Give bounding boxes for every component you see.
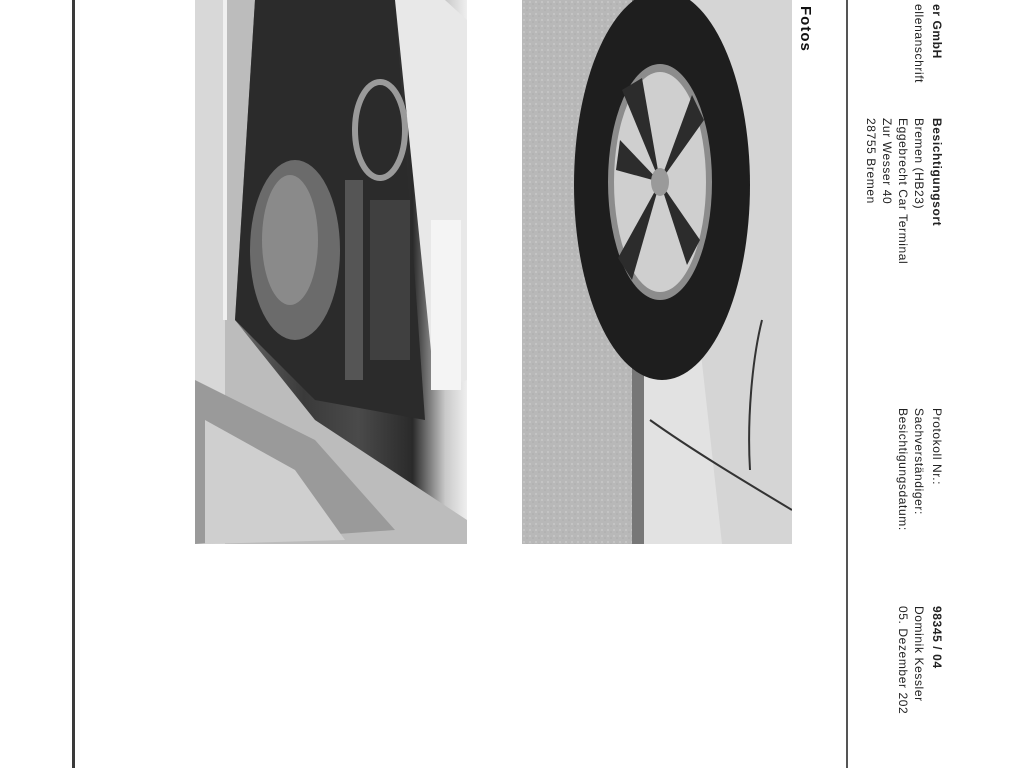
expert-name: Dominik Kessler: [912, 606, 926, 702]
site-line-3: Zur Wesser 40: [880, 118, 894, 205]
site-line-2: Eggebrecht Car Terminal: [896, 118, 910, 265]
interior-photo-graphic: [195, 0, 467, 544]
right-divider-line: [846, 0, 848, 768]
inspection-date-label: Besichtigungsdatum:: [896, 408, 910, 531]
site-line-4: 28755 Bremen: [864, 118, 878, 204]
interior-photo: [195, 0, 467, 544]
section-heading: [796, 6, 816, 66]
wheel-photo-graphic: [522, 0, 792, 544]
address-label: ellenanschrift: [912, 4, 926, 84]
company-name: er GmbH: [930, 4, 944, 59]
inspection-date: 05. Dezember 202: [896, 606, 910, 715]
left-page-border: [72, 0, 75, 768]
protocol-label: Protokoll Nr.:: [930, 408, 944, 486]
wheel-photo: [522, 0, 792, 544]
site-label: Besichtigungsort: [930, 118, 944, 227]
expert-label: Sachverständiger:: [912, 408, 926, 515]
section-heading-text: Fotos: [797, 6, 814, 52]
site-line-1: Bremen (HB23): [912, 118, 926, 210]
protocol-number: 98345 / 04: [930, 606, 944, 669]
